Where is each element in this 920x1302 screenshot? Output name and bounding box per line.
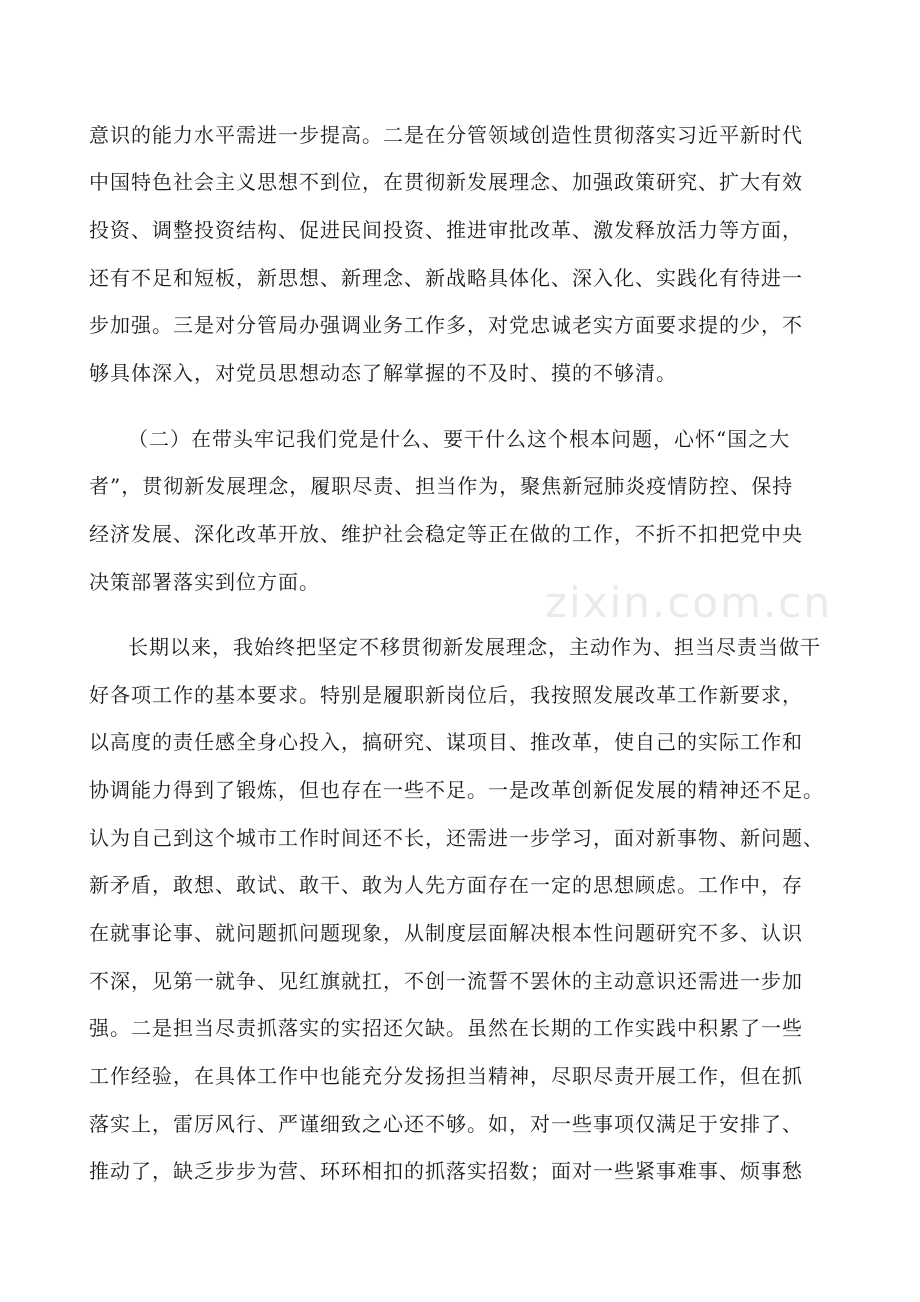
paragraph-3-line-6: 新矛盾，敢想、敢试、敢干、敢为人先方面存在一定的思想顾虑。工作中，存 <box>89 873 803 897</box>
paragraph-3-line-12: 推动了，缺乏步步为营、环环相扣的抓落实招数；面对一些紧事难事、烦事愁 <box>89 1159 803 1183</box>
paragraph-3-line-7: 在就事论事、就问题抓问题现象，从制度层面解决根本性问题研究不多、认识 <box>89 921 803 945</box>
paragraph-1-line-6: 够具体深入，对党员思想动态了解掌握的不及时、摸的不够清。 <box>89 361 677 385</box>
paragraph-1-line-4: 还有不足和短板，新思想、新理念、新战略具体化、深入化、实践化有待进一 <box>89 266 803 290</box>
paragraph-2-line-2: 者”，贯彻新发展理念，履职尽责、担当作为，聚焦新冠肺炎疫情防控、保持 <box>89 474 794 498</box>
paragraph-2-line-3: 经济发展、深化改革开放、维护社会稳定等正在做的工作，不折不扣把党中央 <box>89 522 803 546</box>
paragraph-3-line-10: 工作经验，在具体工作中也能充分发扬担当精神，尽职尽责开展工作，但在抓 <box>89 1064 803 1088</box>
paragraph-1-line-2: 中国特色社会主义思想不到位，在贯彻新发展理念、加强政策研究、扩大有效 <box>89 170 803 194</box>
paragraph-3-line-8: 不深，见第一就争、见红旗就扛，不创一流誓不罢休的主动意识还需进一步加 <box>89 969 803 993</box>
paragraph-3-line-11: 落实上，雷厉风行、严谨细致之心还不够。如，对一些事项仅满足于安排了、 <box>89 1112 803 1136</box>
paragraph-3-line-2: 好各项工作的基本要求。特别是履职新岗位后，我按照发展改革工作新要求， <box>89 683 803 707</box>
paragraph-3-line-1: 长期以来，我始终把坚定不移贯彻新发展理念，主动作为、担当尽责当做干 <box>128 635 821 659</box>
paragraph-1-line-1: 意识的能力水平需进一步提高。二是在分管领域创造性贯彻落实习近平新时代 <box>89 123 803 147</box>
paragraph-3-line-9: 强。二是担当尽责抓落实的实招还欠缺。虽然在长期的工作实践中积累了一些 <box>89 1016 803 1040</box>
paragraph-3-line-3: 以高度的责任感全身心投入，搞研究、谋项目、推改革，使自己的实际工作和 <box>89 730 803 754</box>
paragraph-2-line-1: （二）在带头牢记我们党是什么、要干什么这个根本问题，心怀“国之大 <box>128 427 791 451</box>
paragraph-2-line-4: 决策部署落实到位方面。 <box>89 570 320 594</box>
paragraph-3-line-4: 协调能力得到了锻炼，但也存在一些不足。一是改革创新促发展的精神还不足。 <box>89 778 824 802</box>
paragraph-3-line-5: 认为自己到这个城市工作时间还不长，还需进一步学习，面对新事物、新问题、 <box>89 826 824 850</box>
watermark: zixin.com.cn <box>545 578 832 627</box>
paragraph-1-line-5: 步加强。三是对分管局办强调业务工作多，对党忠诚老实方面要求提的少，不 <box>89 313 803 337</box>
paragraph-1-line-3: 投资、调整投资结构、促进民间投资、推进审批改革、激发释放活力等方面， <box>89 218 803 242</box>
